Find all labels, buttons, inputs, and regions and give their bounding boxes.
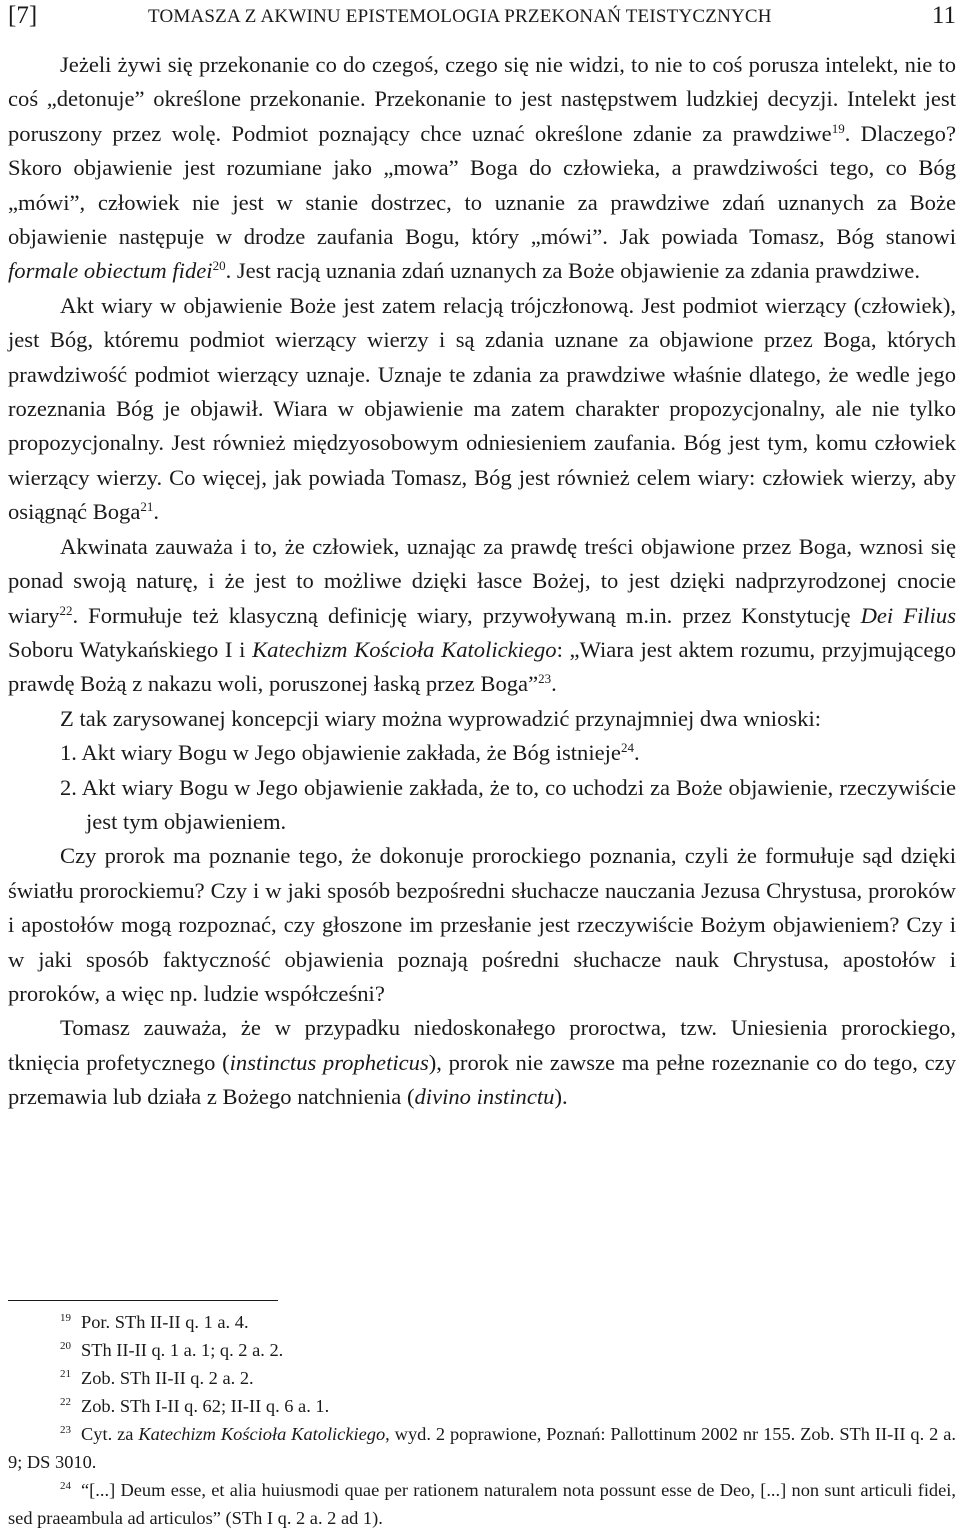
footnote-24 (8, 1476, 956, 1532)
text-span: . Formułuje też klasyczną definicję wiary, przywoływaną m.in. przez Konstytucję (72, 602, 861, 628)
footnote-ref-21[interactable]: 21 (140, 499, 154, 515)
list-text: Akt wiary Bogu w Jego objawienie zakłada, że to, co uchodzi za Boże objawienie, rzeczywiście jest tym objawieniem. (81, 774, 957, 834)
footnote-19 (8, 1308, 956, 1336)
footnote-text: STh II-II q. 1 a. 1; q. 2 a. 2. (81, 1340, 284, 1360)
list-text: Akt wiary Bogu w Jego objawienie zakłada, że Bóg istnieje (81, 740, 621, 766)
paragraph-2 (8, 289, 956, 530)
footnote-20 (8, 1336, 956, 1364)
footnote-21 (8, 1364, 956, 1392)
page-number: 11 (931, 2, 956, 29)
text-span: . (153, 499, 160, 525)
footnote-number: 19 (60, 1312, 71, 1324)
text-span: Jeżeli żywi się przekonanie co do czegoś, czego się nie widzi, to nie to coś porusza intelekt, nie to coś „detonuje” określone przekonanie. Przekonanie to jest następstwem ludzkiej decyzji. Intelekt jest poruszony przez wolę. Podmiot poznający chce uznać określone zdanie za prawdziwe (8, 52, 956, 146)
footnote-ref-23[interactable]: 23 (538, 671, 552, 687)
footnote-number: 22 (60, 1396, 71, 1408)
footnote-number: 20 (60, 1340, 71, 1352)
footnote-text: Zob. STh II-II q. 2 a. 2. (81, 1368, 254, 1388)
list-item-1 (8, 736, 956, 770)
paragraph-5: Czy prorok ma poznanie tego, że dokonuje prorockiego poznania, czyli że formułuje sąd dzięki światłu prorockiemu? Czy i w jaki sposób bezpośredni słuchacze nauczania Jezusa Chrystusa, proroków i apostołów mogą rozpoznać, czy głoszone im przesłanie jest rzeczywiście Bożym objawieniem? Czy i w jaki sposób faktyczność objawienia poznają pośredni słuchacze nauk Chrystusa, apostołów i proroków, a więc np. ludzie współcześni? (8, 843, 956, 1006)
footnote-22 (8, 1392, 956, 1420)
italic-term: divino instinctu (414, 1084, 555, 1110)
list-number: 2. (60, 774, 77, 800)
footnote-number: 24 (60, 1480, 71, 1492)
footnote-number: 23 (60, 1424, 71, 1436)
footnote-number: 21 (60, 1368, 71, 1380)
footnote-text: “[...] Deum esse, et alia huiusmodi quae per rationem naturalem nota possunt esse de Deo, [...] non sunt articuli fidei, sed praeambula ad articulos” (STh I q. 2 a. 2 ad 1). (8, 1480, 956, 1528)
footnote-text: Cyt. za (81, 1424, 139, 1444)
text-span: Soboru Watykańskiego I i (8, 636, 253, 662)
italic-title: Katechizm Kościoła Katolickiego (252, 636, 557, 662)
italic-title: Dei Filius (860, 602, 956, 628)
paragraph-3 (8, 530, 956, 702)
text-span: : „Wiara jest aktem rozumu, przyjmującego prawdę Bożą z nakazu woli, poruszonej łaską przez Boga” (8, 636, 957, 697)
text-span: ). (554, 1084, 568, 1110)
running-title: TOMASZA Z AKWINU EPISTEMOLOGIA PRZEKONAŃ TEISTYCZNYCH (148, 6, 772, 27)
italic-term: instinctus propheticus (229, 1049, 429, 1075)
paragraph-1 (8, 48, 956, 289)
footnote-separator (8, 1300, 278, 1301)
paragraph-6 (8, 1011, 956, 1114)
text-span: ), prorok nie zawsze ma pełne rozeznanie co do tego, czy przemawia lub działa z Bożego natchnienia ( (8, 1049, 956, 1110)
footnote-text: , wyd. 2 poprawione, Poznań: Pallottinum 2002 nr 155. Zob. STh II-II q. 2 a. 9; DS 3010. (8, 1424, 956, 1472)
running-header (8, 0, 956, 40)
footnote-ref-24[interactable]: 24 (620, 740, 634, 756)
footnote-ref-22[interactable]: 22 (59, 602, 73, 618)
text-span: . (551, 671, 557, 697)
paragraph-4: Z tak zarysowanej koncepcji wiary można wyprowadzić przynajmniej dwa wnioski: (60, 705, 822, 731)
footnote-text: Por. STh II-II q. 1 a. 4. (81, 1312, 249, 1332)
footnote-23 (8, 1420, 956, 1476)
footnotes (8, 1308, 956, 1532)
text-span: . (633, 740, 640, 766)
text-span: Tomasz zauważa, że w przypadku niedoskonałego proroctwa, tzw. Uniesienia prorockiego, tknięcia profetycznego ( (8, 1015, 956, 1075)
text-span: . Jest racją uznania zdań uznanych za Boże objawienie za zdania prawdziwe. (225, 258, 920, 284)
main-text (8, 48, 956, 1115)
text-span: Akwinata zauważa i to, że człowiek, uznając za prawdę treści objawione przez Boga, wznosi się ponad swoją naturę, i że jest to możliwe dzięki łasce Bożej, to jest dzięki nadprzyrodzonej cnocie wiary (8, 533, 956, 628)
footnote-ref-19[interactable]: 19 (831, 120, 845, 136)
list-number: 1. (60, 740, 77, 766)
section-bracket-number: [7] (8, 2, 38, 29)
footnote-ref-20[interactable]: 20 (212, 258, 226, 274)
italic-term: formale obiectum fidei (8, 258, 213, 284)
text-span: Akt wiary w objawienie Boże jest zatem relacją trójczłonową. Jest podmiot wierzący (człowiek), jest Bóg, któremu podmiot wierzący wierzy i są zdania uznane za objawione przez Boga, których prawdziwość podmiot wierzący uznaje. Uznaje te zdania za prawdziwe właśnie dlatego, że wedle jego rozeznania Bóg je objawił. Wiara w objawienie ma zatem charakter propozycjonalny, ale nie tylko propozycjonalny. Jest również międzyosobowym odniesieniem zaufania. Bóg jest tym, komu człowiek wierzący wierzy. Co więcej, jak powiada Tomasz, Bóg jest również celem wiary: człowiek wierzy, aby osiągnąć Boga (8, 292, 956, 525)
list-item-2 (8, 771, 956, 840)
text-span: . Dlaczego? Skoro objawienie jest rozumiane jako „mowa” Boga do człowieka, a prawdziwości tego, co Bóg „mówi”, człowiek nie jest w stanie dostrzec, to uznanie za prawdziwe zdań uznanych za Boże objawienie następuje w drodze zaufania Bogu, który „mówi”. Jak powiada Tomasz, Bóg stanowi (8, 120, 956, 250)
italic-title: Katechizm Kościoła Katolickiego (138, 1424, 386, 1444)
footnote-text: Zob. STh I-II q. 62; II-II q. 6 a. 1. (81, 1396, 330, 1416)
